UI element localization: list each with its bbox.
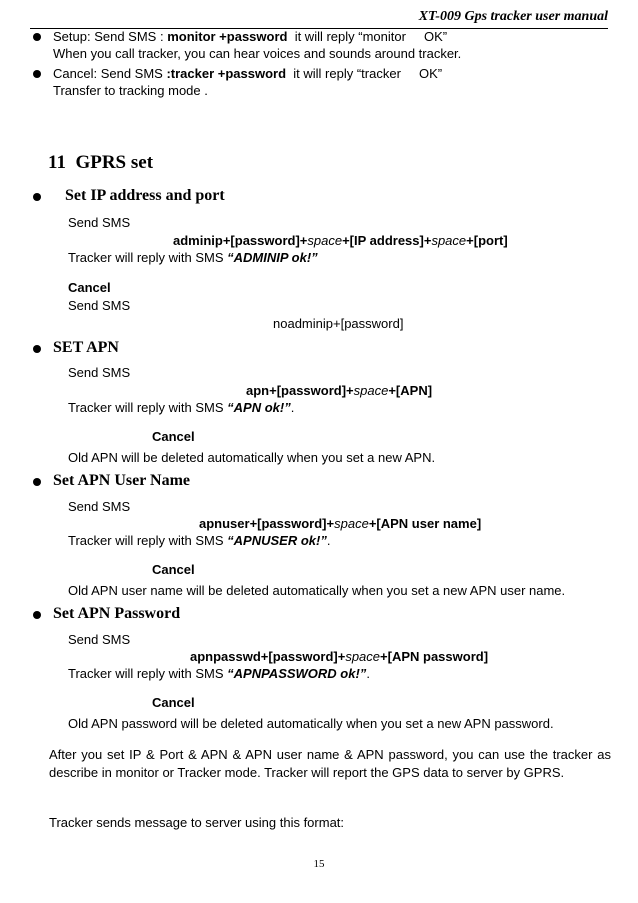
apnuser-send-label: Send SMS (68, 499, 131, 514)
apn-cancel-note: Old APN will be deleted automatically when you set a new APN. (68, 450, 436, 465)
ip-send-label: Send SMS (68, 215, 131, 230)
apnpass-cancel-note: Old APN password will be deleted automatically when you set a new APN password. (68, 716, 554, 731)
apnpass-command: apnpasswd+[password]+space+[APN password] (190, 649, 489, 664)
format-line: Tracker sends message to server using this format: (49, 815, 345, 830)
apn-heading: SET APN (53, 339, 119, 356)
ip-cancel-send-label: Send SMS (68, 298, 131, 313)
apnuser-heading: Set APN User Name (53, 472, 191, 489)
bullet-icon (33, 193, 41, 201)
ip-reply: Tracker will reply with SMS “ADMINIP ok!” (68, 250, 318, 265)
bullet-icon (33, 345, 41, 353)
bullet-icon (33, 70, 41, 78)
monitor-cancel-line: Cancel: Send SMS :tracker +password it will reply “tracker OK” (53, 66, 443, 81)
ip-cancel-label: Cancel (68, 280, 111, 295)
bullet-icon (33, 611, 41, 619)
apnpass-heading: Set APN Password (53, 605, 181, 622)
ip-heading: Set IP address and port (65, 187, 225, 204)
header-title: XT-009 Gps tracker user manual (418, 9, 608, 24)
monitor-setup-line: Setup: Send SMS : monitor +password it will reply “monitor OK” (53, 29, 448, 44)
apnpass-send-label: Send SMS (68, 632, 131, 647)
monitor-setup-description: When you call tracker, you can hear voices and sounds around tracker. (53, 46, 462, 61)
ip-cancel-command: noadminip+[password] (273, 316, 404, 331)
apn-command: apn+[password]+space+[APN] (246, 383, 433, 398)
apnpass-reply: Tracker will reply with SMS “APNPASSWORD ok!”. (68, 666, 370, 681)
ip-command: adminip+[password]+space+[IP address]+space+[port] (173, 233, 508, 248)
bullet-icon (33, 478, 41, 486)
apn-send-label: Send SMS (68, 365, 131, 380)
apn-reply: Tracker will reply with SMS “APN ok!”. (68, 400, 295, 415)
section-title: 11 GPRS set (48, 152, 154, 173)
page-number: 15 (313, 858, 325, 870)
apnpass-cancel-label: Cancel (152, 695, 195, 710)
after-paragraph: After you set IP & Port & APN & APN user name & APN password, you can use the tracker as describe in monitor or Tracker mode. Tracker will report the GPS data to server by GPRS. (49, 747, 611, 780)
apnuser-cancel-note: Old APN user name will be deleted automatically when you set a new APN user name. (68, 583, 566, 598)
bullet-icon (33, 33, 41, 41)
monitor-cancel-description: Transfer to tracking mode . (53, 83, 208, 98)
apnuser-reply: Tracker will reply with SMS “APNUSER ok!”. (68, 533, 331, 548)
apnuser-command: apnuser+[password]+space+[APN user name] (199, 516, 482, 531)
apnuser-cancel-label: Cancel (152, 562, 195, 577)
apn-cancel-label: Cancel (152, 429, 195, 444)
